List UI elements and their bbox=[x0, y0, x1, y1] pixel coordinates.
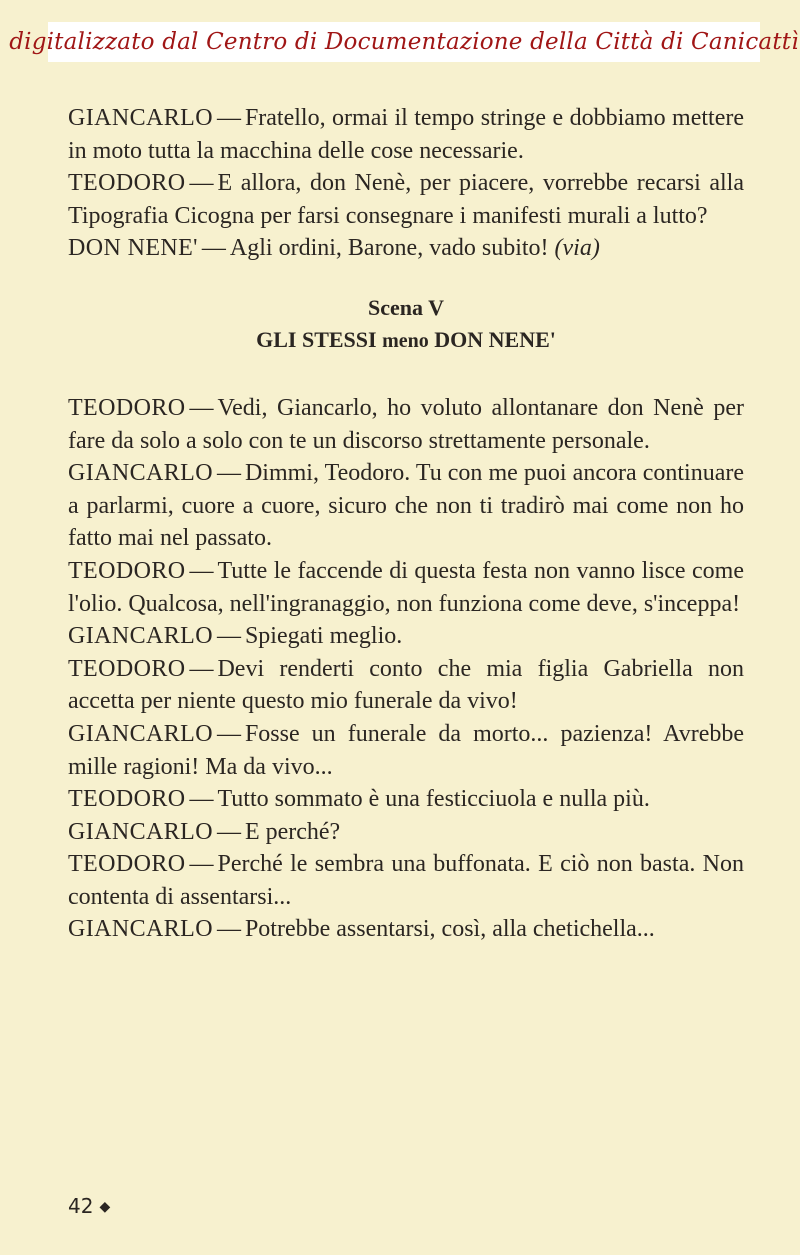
dialogue-line bbox=[68, 392, 744, 457]
dialogue-line bbox=[68, 848, 744, 913]
dialogue-line bbox=[68, 167, 744, 232]
scene-characters-mid: meno bbox=[382, 329, 429, 352]
dash: — bbox=[216, 818, 241, 845]
dash: — bbox=[189, 170, 214, 197]
page-body bbox=[68, 102, 744, 946]
dialogue-line bbox=[68, 816, 744, 849]
dialogue-text: E perché? bbox=[244, 818, 341, 845]
diamond-icon: ◆ bbox=[99, 1199, 111, 1215]
dialogue-text: Agli ordini, Barone, vado subito! bbox=[229, 235, 549, 262]
dialogue-line bbox=[68, 718, 744, 783]
dialogue-text: E allora, don Nenè, per piacere, vorrebbe recarsi alla Tipografia Cicogna per farsi consegnare i manifesti murali a lutto? bbox=[68, 170, 744, 229]
dash: — bbox=[189, 655, 214, 682]
dialogue-text: Spiegati meglio. bbox=[244, 623, 403, 650]
scene-characters-post: DON NENE' bbox=[434, 326, 556, 352]
dash: — bbox=[216, 105, 241, 131]
dialogue-text: Vedi, Giancarlo, ho voluto allontanare don Nenè per fare da solo a solo con te un discorso strettamente personale. bbox=[68, 394, 744, 454]
speaker-name: GIANCARLO bbox=[68, 916, 213, 943]
speaker-name: TEODORO bbox=[68, 851, 186, 878]
scene-characters-pre: GLI STESSI bbox=[256, 326, 377, 352]
dash: — bbox=[216, 460, 241, 487]
dialogue-text: Fosse un funerale da morto... pazienza! Avrebbe mille ragioni! Ma da vivo... bbox=[68, 720, 744, 780]
speaker-name: GIANCARLO bbox=[68, 460, 213, 487]
speaker-name: TEODORO bbox=[68, 655, 186, 682]
speaker-name: GIANCARLO bbox=[68, 818, 213, 845]
dialogue-text: Tutto sommato è una festicciuola e nulla più. bbox=[217, 786, 650, 813]
watermark-text: digitalizzato dal Centro di Documentazione della Città di Canicattì bbox=[9, 29, 799, 55]
scene-title: Scena V bbox=[368, 294, 444, 320]
dash: — bbox=[189, 394, 214, 421]
dialogue-text: Potrebbe assentarsi, così, alla chetichella... bbox=[244, 916, 655, 943]
dialogue-line bbox=[68, 783, 744, 816]
dialogue-line bbox=[68, 620, 744, 653]
speaker-name: TEODORO bbox=[68, 170, 186, 197]
dialogue-line bbox=[68, 653, 744, 718]
speaker-name: GIANCARLO bbox=[68, 105, 213, 131]
dash: — bbox=[189, 786, 214, 813]
dialogue-line bbox=[68, 102, 744, 167]
dialogue-text: Fratello, ormai il tempo stringe e dobbiamo mettere in moto tutta la macchina delle cose necessarie. bbox=[68, 105, 744, 164]
dash: — bbox=[216, 916, 241, 943]
dialogue-text: Perché le sembra una buffonata. E ciò non basta. Non contenta di assentarsi... bbox=[68, 851, 744, 910]
dialogue-line bbox=[68, 555, 744, 620]
dialogue-line bbox=[68, 913, 744, 946]
page-number-value: 42 bbox=[68, 1194, 94, 1218]
dash: — bbox=[216, 623, 241, 650]
dialogue-text: Tutte le faccende di questa festa non vanno lisce come l'olio. Qualcosa, nell'ingranaggio, non funziona come deve, s'inceppa! bbox=[68, 557, 744, 617]
speaker-name: TEODORO bbox=[68, 786, 186, 813]
dialogue-text: Dimmi, Teodoro. Tu con me puoi ancora continuare a parlarmi, cuore a cuore, sicuro che non ti tradirò mai come non ho fatto mai nel passato. bbox=[68, 460, 744, 552]
dash: — bbox=[189, 557, 214, 584]
dash: — bbox=[189, 851, 214, 878]
speaker-name: TEODORO bbox=[68, 394, 186, 421]
page-number bbox=[68, 1194, 110, 1218]
dash: — bbox=[216, 720, 241, 747]
scene-characters bbox=[68, 323, 744, 358]
dialogue-line bbox=[68, 457, 744, 555]
dash: — bbox=[201, 235, 226, 262]
digitization-watermark bbox=[9, 22, 799, 62]
dialogue-line bbox=[68, 232, 744, 265]
speaker-name: GIANCARLO bbox=[68, 623, 213, 650]
dialogue-text: Devi renderti conto che mia figlia Gabriella non accetta per niente questo mio funerale da vivo! bbox=[68, 655, 744, 715]
stage-direction: (via) bbox=[554, 235, 600, 262]
scene-heading bbox=[68, 293, 744, 358]
speaker-name: DON NENE' bbox=[68, 235, 198, 262]
speaker-name: GIANCARLO bbox=[68, 720, 213, 747]
speaker-name: TEODORO bbox=[68, 557, 186, 584]
